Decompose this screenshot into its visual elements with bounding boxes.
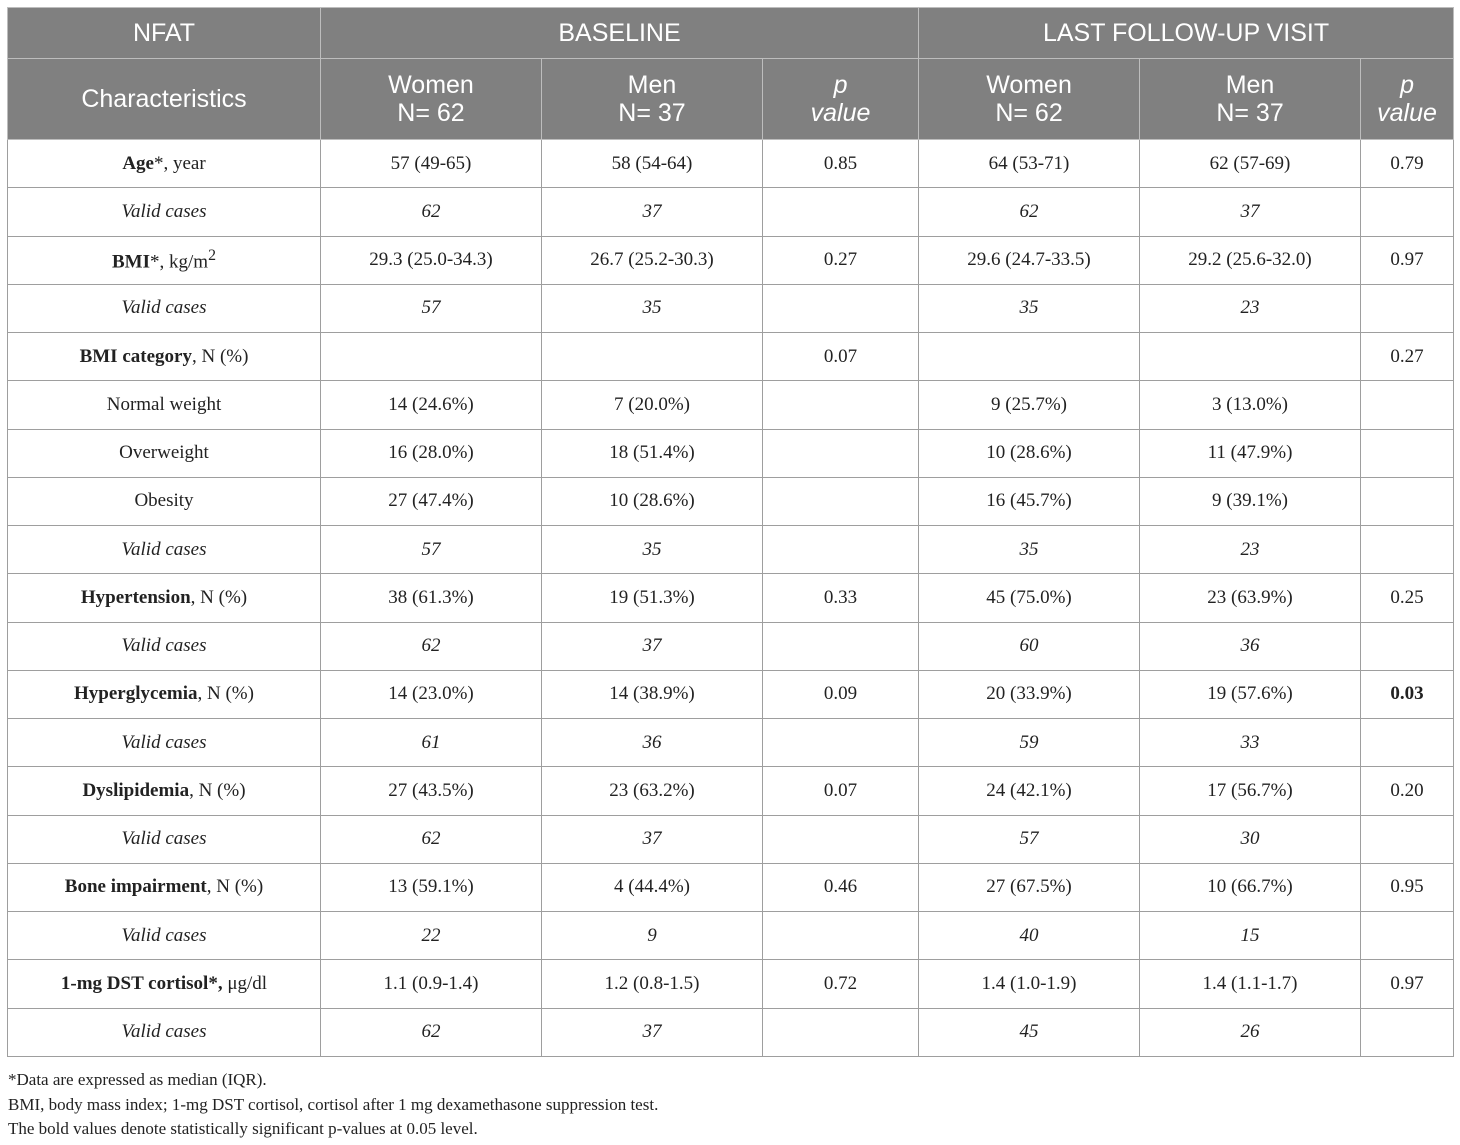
cell: 29.2 (25.6-32.0): [1140, 236, 1361, 284]
cell: 37: [542, 815, 763, 863]
cell: 9 (39.1%): [1140, 477, 1361, 525]
cell: 0.20: [1361, 767, 1454, 815]
cell: 9 (25.7%): [919, 381, 1140, 429]
row-dyslipidemia-valid-cases: [8, 815, 1454, 863]
row-age: [8, 140, 1454, 188]
cell: 37: [542, 622, 763, 670]
row-label: Hypertension, N (%): [8, 574, 321, 622]
cell: 26: [1140, 1008, 1361, 1056]
cell: 20 (33.9%): [919, 670, 1140, 718]
cell: [1361, 719, 1454, 767]
cell: 57: [321, 284, 542, 332]
cell: 29.6 (24.7-33.5): [919, 236, 1140, 284]
cell: 10 (28.6%): [542, 477, 763, 525]
cell: 16 (45.7%): [919, 477, 1140, 525]
cell: [763, 1008, 919, 1056]
cell: 9: [542, 912, 763, 960]
cell: 59: [919, 719, 1140, 767]
row-obesity: [8, 477, 1454, 525]
cell: 7 (20.0%): [542, 381, 763, 429]
row-hyperglycemia-valid-cases: [8, 719, 1454, 767]
row-bmi-category: [8, 333, 1454, 381]
row-hypertension: [8, 574, 1454, 622]
row-dst-cortisol-valid-cases: [8, 1008, 1454, 1056]
cell: 0.97: [1361, 960, 1454, 1008]
cell: [542, 333, 763, 381]
header-baseline-p-value: p value: [763, 59, 919, 140]
header-followup-p-value: p value: [1361, 59, 1454, 140]
cell: 23: [1140, 284, 1361, 332]
cell: 35: [542, 284, 763, 332]
row-label: Dyslipidemia, N (%): [8, 767, 321, 815]
cell: 14 (23.0%): [321, 670, 542, 718]
cell: 57 (49-65): [321, 140, 542, 188]
row-label: BMI*, $kg/m^2$: [8, 236, 321, 284]
cell: 19 (51.3%): [542, 574, 763, 622]
row-dst-cortisol: [8, 960, 1454, 1008]
cell: 14 (24.6%): [321, 381, 542, 429]
row-label: Hyperglycemia, N (%): [8, 670, 321, 718]
row-label: Valid cases: [8, 1008, 321, 1056]
row-label: Valid cases: [8, 912, 321, 960]
cell: [1361, 912, 1454, 960]
cell: 16 (28.0%): [321, 429, 542, 477]
row-label: Valid cases: [8, 526, 321, 574]
cell: 0.97: [1361, 236, 1454, 284]
header-baseline: BASELINE: [321, 8, 919, 59]
cell: [763, 912, 919, 960]
cell: 0.33: [763, 574, 919, 622]
row-hyperglycemia: [8, 670, 1454, 718]
cell: 57: [321, 526, 542, 574]
cell: 35: [919, 284, 1140, 332]
cell: 23 (63.2%): [542, 767, 763, 815]
cell: 62: [919, 188, 1140, 236]
cell: [763, 381, 919, 429]
cell: 11 (47.9%): [1140, 429, 1361, 477]
cell: 10 (28.6%): [919, 429, 1140, 477]
row-bone-impairment-valid-cases: [8, 912, 1454, 960]
cell: [321, 333, 542, 381]
row-bmi-valid-cases: [8, 284, 1454, 332]
cell: 0.09: [763, 670, 919, 718]
footnote: *Data are expressed as median (IQR).: [8, 1070, 267, 1089]
row-bmi: [8, 236, 1454, 284]
cell: 22: [321, 912, 542, 960]
cell: [1361, 1008, 1454, 1056]
row-dyslipidemia: [8, 767, 1454, 815]
cell: 4 (44.4%): [542, 863, 763, 911]
cell: 58 (54-64): [542, 140, 763, 188]
cell: 0.46: [763, 863, 919, 911]
row-overweight: [8, 429, 1454, 477]
cell: 37: [542, 188, 763, 236]
cell: 37: [542, 1008, 763, 1056]
cell: 0.07: [763, 767, 919, 815]
cell: [1361, 381, 1454, 429]
cell: 27 (43.5%): [321, 767, 542, 815]
cell: [1361, 815, 1454, 863]
cell: [763, 429, 919, 477]
cell: [763, 188, 919, 236]
row-label: Valid cases: [8, 188, 321, 236]
cell: 64 (53-71): [919, 140, 1140, 188]
cell: 19 (57.6%): [1140, 670, 1361, 718]
header-row-columns: [8, 59, 1454, 140]
cell: [1361, 622, 1454, 670]
row-label: 1-mg DST cortisol*, μg/dl: [8, 960, 321, 1008]
header-nfat: NFAT: [8, 8, 321, 59]
row-label: BMI category, N (%): [8, 333, 321, 381]
cell: 1.4 (1.0-1.9): [919, 960, 1140, 1008]
cell: [763, 622, 919, 670]
cell: 14 (38.9%): [542, 670, 763, 718]
cell: 45: [919, 1008, 1140, 1056]
cell: 62: [321, 1008, 542, 1056]
cell: 35: [542, 526, 763, 574]
cell: [763, 477, 919, 525]
header-characteristics: Characteristics: [8, 59, 321, 140]
row-label: Valid cases: [8, 622, 321, 670]
header-baseline-men: Men N= 37: [542, 59, 763, 140]
cell: 27 (67.5%): [919, 863, 1140, 911]
header-followup-men: Men N= 37: [1140, 59, 1361, 140]
table-footnotes: [8, 1068, 658, 1142]
cell: [1361, 526, 1454, 574]
cell: 10 (66.7%): [1140, 863, 1361, 911]
cell: 26.7 (25.2-30.3): [542, 236, 763, 284]
cell: 17 (56.7%): [1140, 767, 1361, 815]
header-last-followup: LAST FOLLOW-UP VISIT: [919, 8, 1454, 59]
row-label: Bone impairment, N (%): [8, 863, 321, 911]
cell: 0.79: [1361, 140, 1454, 188]
cell: 38 (61.3%): [321, 574, 542, 622]
row-label: Obesity: [8, 477, 321, 525]
row-age-valid-cases: [8, 188, 1454, 236]
row-hypertension-valid-cases: [8, 622, 1454, 670]
cell: 0.95: [1361, 863, 1454, 911]
cell: 23: [1140, 526, 1361, 574]
cell: [1361, 477, 1454, 525]
header-row-groups: [8, 8, 1454, 59]
cell: 0.85: [763, 140, 919, 188]
cell: 18 (51.4%): [542, 429, 763, 477]
cell: 0.27: [1361, 333, 1454, 381]
row-label: Age*, year: [8, 140, 321, 188]
cell: 35: [919, 526, 1140, 574]
cell: 37: [1140, 188, 1361, 236]
cell: [763, 815, 919, 863]
footnote: The bold values denote statistically significant p-values at 0.05 level.: [8, 1119, 478, 1138]
cell: [763, 526, 919, 574]
cell: 45 (75.0%): [919, 574, 1140, 622]
cell: [763, 719, 919, 767]
cell: 0.72: [763, 960, 919, 1008]
header-baseline-women: Women N= 62: [321, 59, 542, 140]
cell: 62: [321, 188, 542, 236]
cell: 1.4 (1.1-1.7): [1140, 960, 1361, 1008]
cell: 30: [1140, 815, 1361, 863]
cell: 62: [321, 622, 542, 670]
cell: [1361, 188, 1454, 236]
cell: 24 (42.1%): [919, 767, 1140, 815]
cell: 0.27: [763, 236, 919, 284]
cell: 57: [919, 815, 1140, 863]
cell: [919, 333, 1140, 381]
row-bmi-category-valid-cases: [8, 526, 1454, 574]
row-label: Overweight: [8, 429, 321, 477]
cell: 62: [321, 815, 542, 863]
row-label: Valid cases: [8, 815, 321, 863]
row-label: Valid cases: [8, 284, 321, 332]
cell: 60: [919, 622, 1140, 670]
row-bone-impairment: [8, 863, 1454, 911]
cell: 33: [1140, 719, 1361, 767]
cell: 15: [1140, 912, 1361, 960]
cell: 0.07: [763, 333, 919, 381]
header-followup-women: Women N= 62: [919, 59, 1140, 140]
cell: 13 (59.1%): [321, 863, 542, 911]
cell: 40: [919, 912, 1140, 960]
cell: 0.25: [1361, 574, 1454, 622]
row-normal-weight: [8, 381, 1454, 429]
cell: [1361, 284, 1454, 332]
cell: 23 (63.9%): [1140, 574, 1361, 622]
row-label: Normal weight: [8, 381, 321, 429]
cell-significant: 0.03: [1361, 670, 1454, 718]
cell: 62 (57-69): [1140, 140, 1361, 188]
cell: [763, 284, 919, 332]
nfat-characteristics-table: [7, 7, 1454, 1057]
cell: 1.2 (0.8-1.5): [542, 960, 763, 1008]
cell: 29.3 (25.0-34.3): [321, 236, 542, 284]
footnote: BMI, body mass index; 1-mg DST cortisol, cortisol after 1 mg dexamethasone suppression test.: [8, 1094, 659, 1114]
cell: 36: [542, 719, 763, 767]
cell: 27 (47.4%): [321, 477, 542, 525]
cell: [1140, 333, 1361, 381]
cell: 61: [321, 719, 542, 767]
row-label: Valid cases: [8, 719, 321, 767]
cell: [1361, 429, 1454, 477]
cell: 36: [1140, 622, 1361, 670]
cell: 1.1 (0.9-1.4): [321, 960, 542, 1008]
cell: 3 (13.0%): [1140, 381, 1361, 429]
